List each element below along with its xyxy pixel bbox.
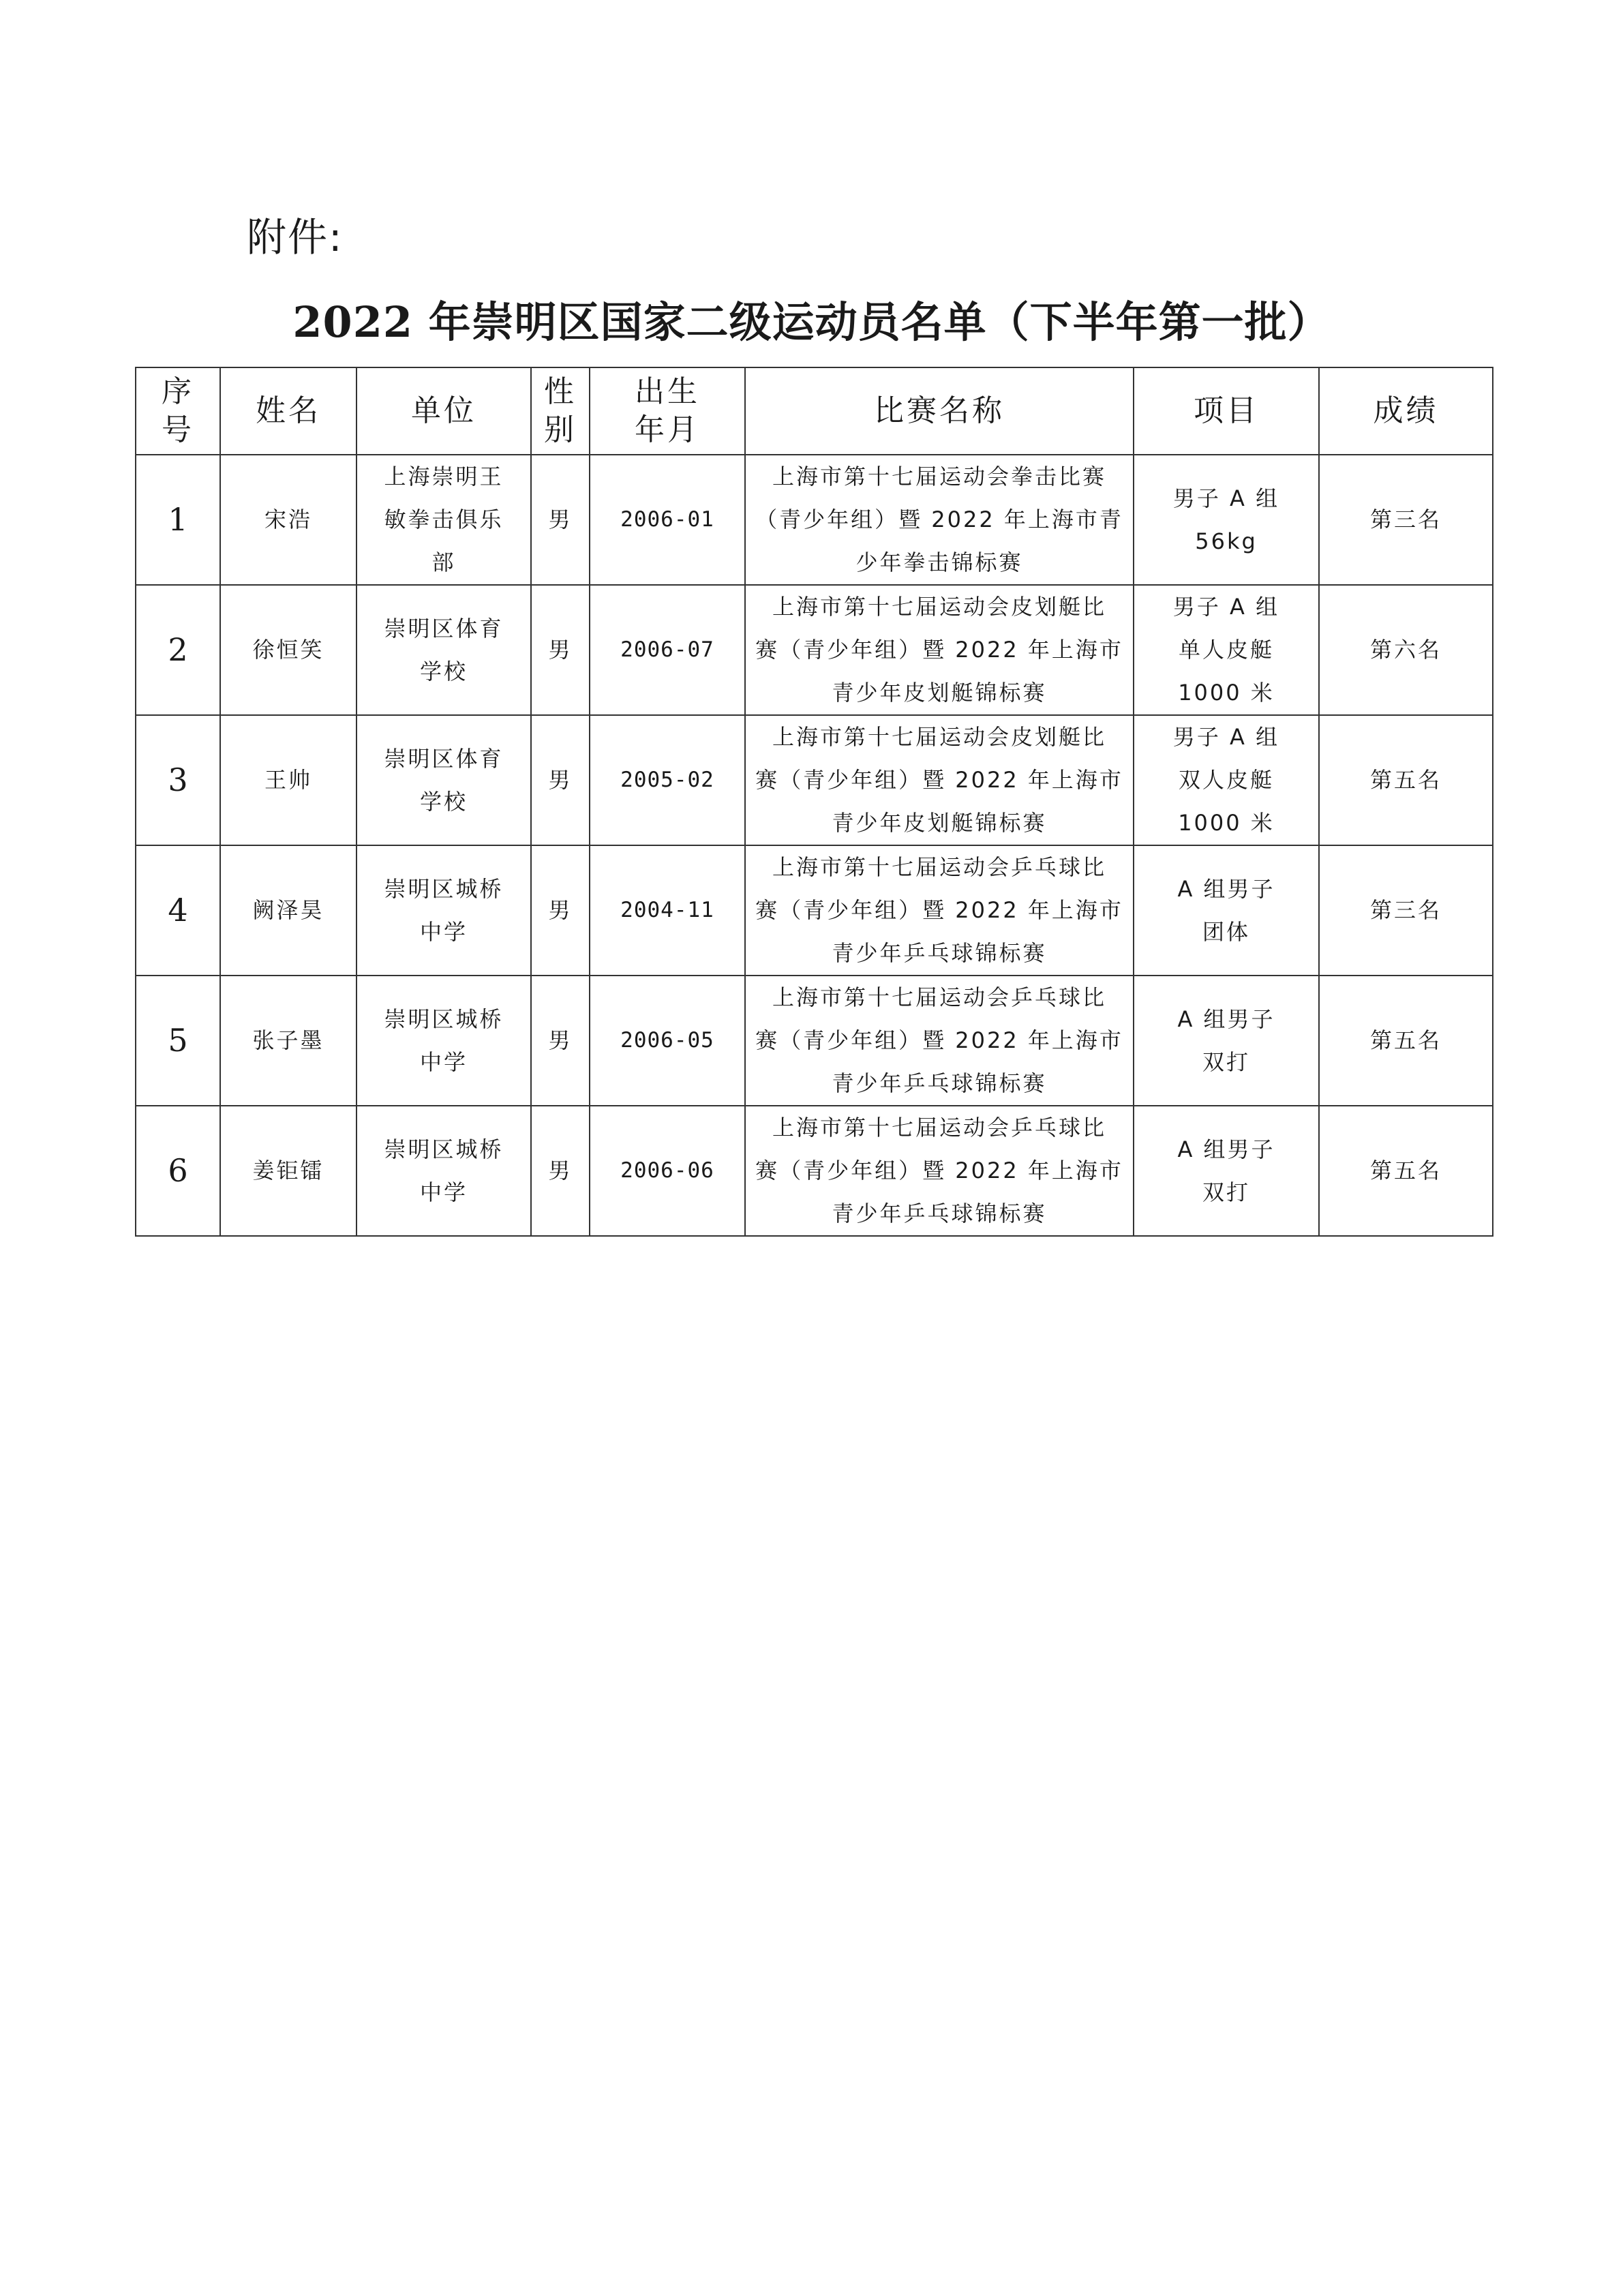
cell-no: 5 (136, 976, 220, 1106)
cell-event-line: 双打 (1202, 1048, 1250, 1075)
cell-event-line: 1000 米 (1178, 810, 1275, 836)
cell-birth: 2005-02 (590, 715, 745, 845)
cell-gender: 男 (531, 585, 590, 715)
cell-event (1134, 976, 1319, 1106)
cell-gender: 男 (531, 1106, 590, 1236)
cell-competition-line: 赛（青少年组）暨 2022 年上海市 (755, 1027, 1123, 1053)
cell-event (1134, 845, 1319, 976)
table-row (136, 715, 1493, 845)
cell-competition-line: 赛（青少年组）暨 2022 年上海市 (755, 767, 1123, 793)
cell-no: 1 (136, 455, 220, 585)
table-row (136, 585, 1493, 715)
cell-event-line: 团体 (1202, 918, 1250, 945)
cell-unit-line: 崇明区体育 (384, 615, 504, 641)
cell-no: 2 (136, 585, 220, 715)
table-row (136, 1106, 1493, 1236)
cell-unit-line: 学校 (419, 788, 468, 815)
cell-competition-line: 赛（青少年组）暨 2022 年上海市 (755, 1158, 1123, 1183)
cell-name: 姜钜镭 (220, 1106, 357, 1236)
cell-unit-line: 敏拳击俱乐 (384, 507, 504, 532)
cell-no: 6 (136, 1106, 220, 1236)
cell-competition-line: 赛（青少年组）暨 2022 年上海市 (755, 897, 1123, 923)
table-header-row (136, 367, 1493, 455)
cell-event-line: 双打 (1202, 1179, 1250, 1205)
header-result: 成绩 (1319, 367, 1493, 455)
table-row (136, 455, 1493, 585)
header-gender-line2: 别 (544, 412, 577, 447)
cell-no: 4 (136, 845, 220, 976)
cell-unit (357, 715, 531, 845)
cell-result: 第五名 (1319, 715, 1493, 845)
page-title: 2022 年崇明区国家二级运动员名单（下半年第一批） (292, 297, 1331, 347)
cell-result: 第三名 (1319, 845, 1493, 976)
cell-unit (357, 976, 531, 1106)
cell-result: 第五名 (1319, 1106, 1493, 1236)
cell-unit-line: 崇明区体育 (384, 745, 504, 772)
attachment-label: 附件: (247, 214, 344, 260)
cell-event-line: 56kg (1195, 528, 1258, 554)
cell-unit-line: 中学 (419, 918, 468, 945)
header-birth-line1: 出生 (635, 374, 700, 409)
header-unit: 单位 (357, 367, 531, 455)
cell-event-line: A 组男子 (1177, 875, 1275, 902)
cell-event-line: 男子 A 组 (1172, 724, 1280, 750)
cell-unit (357, 455, 531, 585)
cell-event-line: A 组男子 (1177, 1136, 1275, 1162)
cell-competition-line: 上海市第十七届运动会乒乓球比 (772, 1115, 1106, 1141)
cell-competition-line: 青少年皮划艇锦标赛 (832, 810, 1047, 836)
cell-competition-line: 上海市第十七届运动会皮划艇比 (772, 594, 1106, 620)
cell-name: 阙泽昊 (220, 845, 357, 976)
cell-competition-line: （青少年组）暨 2022 年上海市青 (755, 507, 1123, 532)
cell-event-line: A 组男子 (1177, 1006, 1275, 1032)
cell-gender: 男 (531, 455, 590, 585)
header-gender-line1: 性 (544, 374, 577, 409)
cell-gender: 男 (531, 715, 590, 845)
cell-event (1134, 455, 1319, 585)
header-event: 项目 (1134, 367, 1319, 455)
header-birth (590, 367, 745, 455)
cell-event-line: 1000 米 (1178, 680, 1275, 706)
cell-result: 第五名 (1319, 976, 1493, 1106)
cell-event-line: 男子 A 组 (1172, 594, 1280, 620)
cell-competition (745, 455, 1134, 585)
header-no-line1: 序 (162, 374, 194, 409)
cell-unit-line: 中学 (419, 1048, 468, 1075)
cell-competition-line: 赛（青少年组）暨 2022 年上海市 (755, 637, 1123, 663)
cell-competition (745, 845, 1134, 976)
cell-result: 第三名 (1319, 455, 1493, 585)
cell-competition-line: 少年拳击锦标赛 (855, 549, 1023, 575)
cell-event (1134, 1106, 1319, 1236)
cell-unit (357, 585, 531, 715)
cell-competition (745, 1106, 1134, 1236)
cell-competition-line: 青少年皮划艇锦标赛 (832, 680, 1047, 706)
cell-result: 第六名 (1319, 585, 1493, 715)
header-gender (531, 367, 590, 455)
cell-competition (745, 976, 1134, 1106)
cell-competition-line: 上海市第十七届运动会乒乓球比 (772, 854, 1106, 880)
cell-unit-line: 中学 (419, 1179, 468, 1205)
cell-birth: 2006-06 (590, 1106, 745, 1236)
cell-no: 3 (136, 715, 220, 845)
cell-birth: 2004-11 (590, 845, 745, 976)
cell-competition-line: 上海市第十七届运动会拳击比赛 (772, 464, 1106, 489)
cell-competition-line: 青少年乒乓球锦标赛 (832, 940, 1047, 966)
cell-event-line: 单人皮艇 (1178, 637, 1274, 663)
header-name: 姓名 (220, 367, 357, 455)
cell-birth: 2006-07 (590, 585, 745, 715)
cell-name: 张子墨 (220, 976, 357, 1106)
cell-unit (357, 845, 531, 976)
table-row (136, 845, 1493, 976)
cell-competition-line: 上海市第十七届运动会乒乓球比 (772, 984, 1106, 1010)
cell-birth: 2006-05 (590, 976, 745, 1106)
cell-competition (745, 715, 1134, 845)
athlete-roster-table (135, 367, 1493, 1237)
cell-event (1134, 715, 1319, 845)
cell-competition-line: 青少年乒乓球锦标赛 (832, 1200, 1047, 1226)
cell-competition-line: 青少年乒乓球锦标赛 (832, 1070, 1047, 1096)
header-no (136, 367, 220, 455)
header-no-line2: 号 (162, 412, 194, 447)
cell-unit-line: 崇明区城桥 (384, 1006, 504, 1032)
cell-unit-line: 上海崇明王 (384, 464, 504, 489)
header-birth-line2: 年月 (635, 412, 700, 447)
cell-unit-line: 部 (431, 549, 456, 575)
table-row (136, 976, 1493, 1106)
cell-unit (357, 1106, 531, 1236)
cell-name: 王帅 (220, 715, 357, 845)
cell-event-line: 双人皮艇 (1178, 767, 1274, 793)
cell-event (1134, 585, 1319, 715)
cell-birth: 2006-01 (590, 455, 745, 585)
cell-unit-line: 崇明区城桥 (384, 875, 504, 902)
header-competition: 比赛名称 (745, 367, 1134, 455)
cell-event-line: 男子 A 组 (1172, 485, 1280, 511)
cell-gender: 男 (531, 976, 590, 1106)
cell-name: 宋浩 (220, 455, 357, 585)
cell-unit-line: 学校 (419, 658, 468, 684)
cell-name: 徐恒笑 (220, 585, 357, 715)
cell-competition-line: 上海市第十七届运动会皮划艇比 (772, 724, 1106, 750)
cell-unit-line: 崇明区城桥 (384, 1136, 504, 1162)
table-body (136, 455, 1493, 1236)
cell-competition (745, 585, 1134, 715)
cell-gender: 男 (531, 845, 590, 976)
